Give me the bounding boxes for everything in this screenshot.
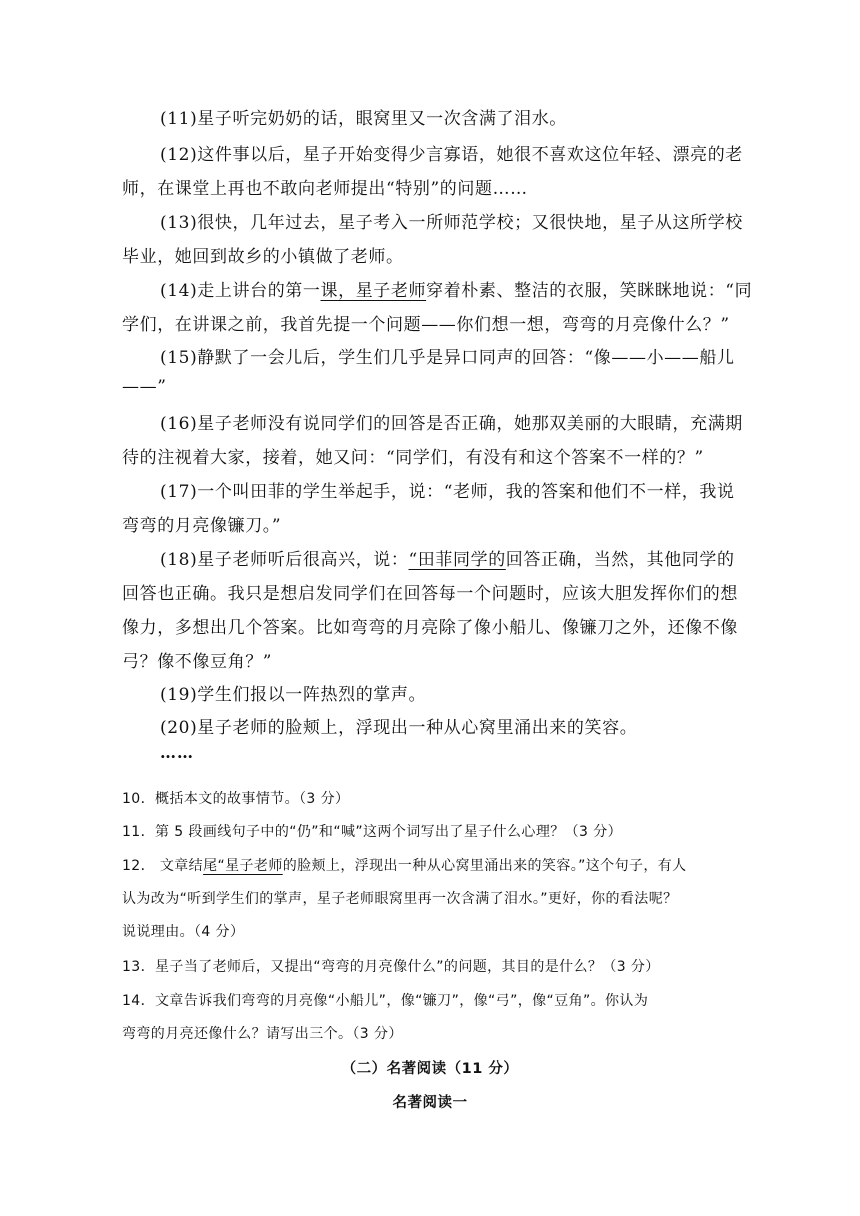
- paragraph-line: (12)这件事以后，星子开始变得少言寡语，她很不喜欢这位年轻、漂亮的老: [160, 145, 743, 165]
- paragraph-line: [160, 545, 735, 570]
- paragraph-line: [160, 276, 752, 301]
- paragraph-line: 弓？像不像豆角？”: [122, 652, 273, 672]
- question-line: 13．星子当了老师后，又提出“弯弯的月亮像什么”的问题，其目的是什么？（3 分）: [122, 959, 660, 975]
- paragraph-line: 师，在课堂上再也不敢向老师提出“特别”的问题……: [122, 179, 528, 199]
- question-line: [122, 855, 687, 875]
- text-run: 穿着朴素、整洁的衣服，笑眯眯地说：“同: [426, 281, 753, 301]
- underlined-phrase: 尾“星子老师: [203, 858, 283, 874]
- text-run: (14)走上讲台的第一: [160, 281, 321, 301]
- underlined-phrase: 课，星子老师: [320, 281, 427, 301]
- paragraph-line: (15)静默了一会儿后，学生们几乎是异口同声的回答：“像——小——船儿: [160, 348, 735, 368]
- paragraph-line: (19)学生们报以一阵热烈的掌声。: [160, 685, 427, 705]
- paragraph-line: 弯弯的月亮像镰刀。”: [122, 516, 282, 536]
- paragraph-line: ——”: [122, 377, 167, 397]
- paragraph-line: 学们，在讲课之前，我首先提一个问题——你们想一想，弯弯的月亮像什么？”: [122, 315, 730, 335]
- question-line: 说说理由。（4 分）: [122, 924, 245, 940]
- text-run: (18)星子老师听后很高兴，说：: [160, 550, 409, 570]
- paragraph-line: 回答也正确。我只是想启发同学们在回答每一个问题时，应该大胆发挥你们的想: [122, 584, 738, 604]
- ellipsis: ……: [160, 743, 194, 762]
- question-line: 认为改为“听到学生们的掌声，星子老师眼窝里再一次含满了泪水。”更好，你的看法呢？: [122, 891, 678, 907]
- question-line: 14．文章告诉我们弯弯的月亮像“小船儿”，像“镰刀”，像“弓”，像“豆角”。你认为: [122, 993, 649, 1009]
- subsection-title: 名著阅读一: [392, 1095, 468, 1111]
- text-run: 回答正确，当然，其他同学的: [505, 550, 735, 570]
- paragraph-line: (13)很快，几年过去，星子考入一所师范学校；又很快地，星子从这所学校: [160, 213, 743, 233]
- section-title: （二）名著阅读（11 分）: [341, 1061, 519, 1077]
- underlined-phrase: “田菲同学的: [408, 550, 506, 570]
- question-line: 10．概括本文的故事情节。（3 分）: [122, 791, 350, 807]
- paragraph-line: (20)星子老师的脸颊上，浮现出一种从心窝里涌出来的笑容。: [160, 718, 638, 738]
- question-line: 弯弯的月亮还像什么？请写出三个。（3 分）: [122, 1026, 403, 1042]
- paragraph-line: 毕业，她回到故乡的小镇做了老师。: [122, 247, 404, 267]
- text-run: 12． 文章结: [122, 858, 204, 874]
- paragraph-line: 像力，多想出几个答案。比如弯弯的月亮除了像小船儿、像镰刀之外，还像不像: [122, 618, 738, 638]
- paragraph-line: (17)一个叫田菲的学生举起手，说：“老师，我的答案和他们不一样，我说: [160, 482, 735, 502]
- text-run: 的脸颊上，浮现出一种从心窝里涌出来的笑容。”这个句子，有人: [282, 858, 687, 874]
- question-line: 11．第 5 段画线句子中的“仍”和“喊”这两个词写出了星子什么心理？（3 分）: [122, 824, 622, 840]
- paragraph-line: (11)星子听完奶奶的话，眼窝里又一次含满了泪水。: [160, 109, 567, 129]
- paragraph-line: 待的注视着大家，接着，她又问：“同学们，有没有和这个答案不一样的？”: [122, 448, 704, 468]
- paragraph-line: (16)星子老师没有说同学们的回答是否正确，她那双美丽的大眼睛，充满期: [160, 414, 743, 434]
